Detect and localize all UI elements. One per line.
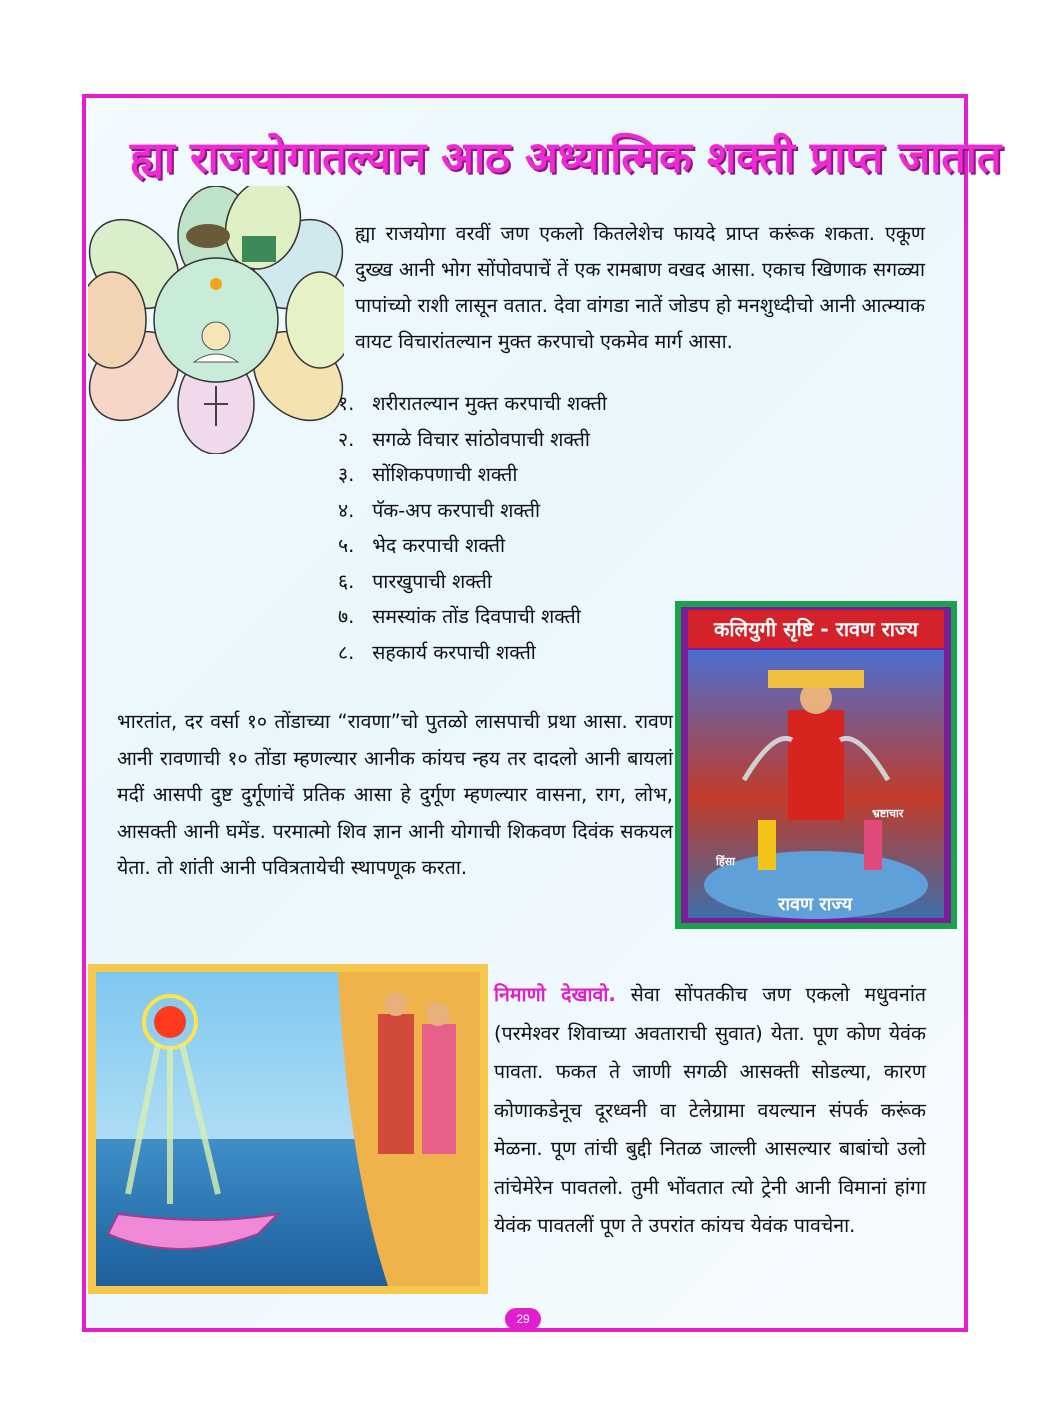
closing-paragraph — [494, 976, 926, 1246]
page-title: ह्या राजयोगातल्यान आठ अध्यात्मिक शक्ती प्राप्त जातात — [130, 133, 1002, 183]
final-scene-illustration — [88, 964, 488, 1294]
eight-powers-list — [338, 386, 607, 670]
poster-label-corruption: भ्रष्टाचार — [872, 807, 904, 820]
eight-powers-flower-illustration — [88, 186, 344, 454]
poster-artwork — [674, 600, 958, 930]
list-item: ८. सहकार्य करपाची शक्ती — [338, 640, 536, 664]
list-item: ३. सोंशिकपणाची शक्ती — [338, 463, 518, 486]
list-item: ५. भेद करपाची शक्ती — [338, 534, 506, 557]
list-item: ६. पारखुपाची शक्ती — [338, 569, 492, 593]
list-item: २. सगळे विचार सांठोवपाची शक्ती — [338, 427, 590, 451]
closing-highlight: निमाणो देखावो. — [494, 983, 616, 1006]
closing-text: सेवा सोंपतकीच जण एकलो मधुवनांत (परमेश्वर शिवाच्या अवताराची सुवात) येता. पूण कोण येवंक पावता. फकत ते जाणी सगळी आसक्ती सोडल्या, कारण कोणाकडेनूच दूरध्वनी वा टेलेग्रामा वयल्यान संपर्क करूंक मेळना. पूण तांची बुद्दी नितळ जाल्ली आसल्यार बाबांचो उलो तांचेमेरेन पावतलो. तुमी भोंवतात त्यो ट्रेनी आनी विमानां हांगा येवंक पावतलीं पूण ते उपरांत कांयच येवंक पावचेना. — [494, 983, 926, 1237]
poster-label-violence: हिंसा — [716, 855, 735, 868]
poster-title: कलियुगी सृष्टि - रावण राज्य — [688, 610, 944, 648]
ravana-paragraph: भारतांत, दर वर्सा १० तोंडाच्या “रावणा”चो पुतळो लासपाची प्रथा आसा. रावण आनी रावणाची १० तोंडा म्हणल्यार आनीक कांयच न्हय तर दादलो आनी बायलां मदीं आसपी दुष्ट दुर्गूणांचें प्रतिक आसा हे दुर्गूण म्हणल्यार वासना, राग, लोभ, आसक्ती आनी घमेंड. परमात्मो शिव ज्ञान आनी योगाची शिकवण दिवंक सकयल येता. तो शांती आनी पवित्रतायेची स्थापणूक करता. — [117, 710, 673, 879]
list-item: ७. समस्यांक तोंड दिवपाची शक्ती — [338, 605, 581, 628]
poster-label-ravana-rajya: रावण राज्य — [778, 894, 853, 915]
page-number: 29 — [505, 1308, 541, 1330]
list-item: ४. पॅक-अप करपाची शक्ती — [338, 498, 541, 522]
ravana-rajya-poster — [674, 600, 958, 930]
list-item: १. शरीरातल्यान मुक्त करपाची शक्ती — [338, 392, 607, 415]
intro-paragraph: ह्या राजयोगा वरवीं जण एकलो कितलेशेच फायदे प्राप्त करूंक शकता. एकूण दुख्ख आनी भोग सोंपोवपाचें तें एक रामबाण वखद आसा. एकाच खिणाक सगळ्या पापांच्यो राशी लासून वतात. देवा वांगडा नातें जोडप हो मनशुध्दीचो आनी आत्म्याक वायट विचारांतल्यान मुक्त करपाचो एकमेव मार्ग आसा. — [355, 222, 925, 353]
